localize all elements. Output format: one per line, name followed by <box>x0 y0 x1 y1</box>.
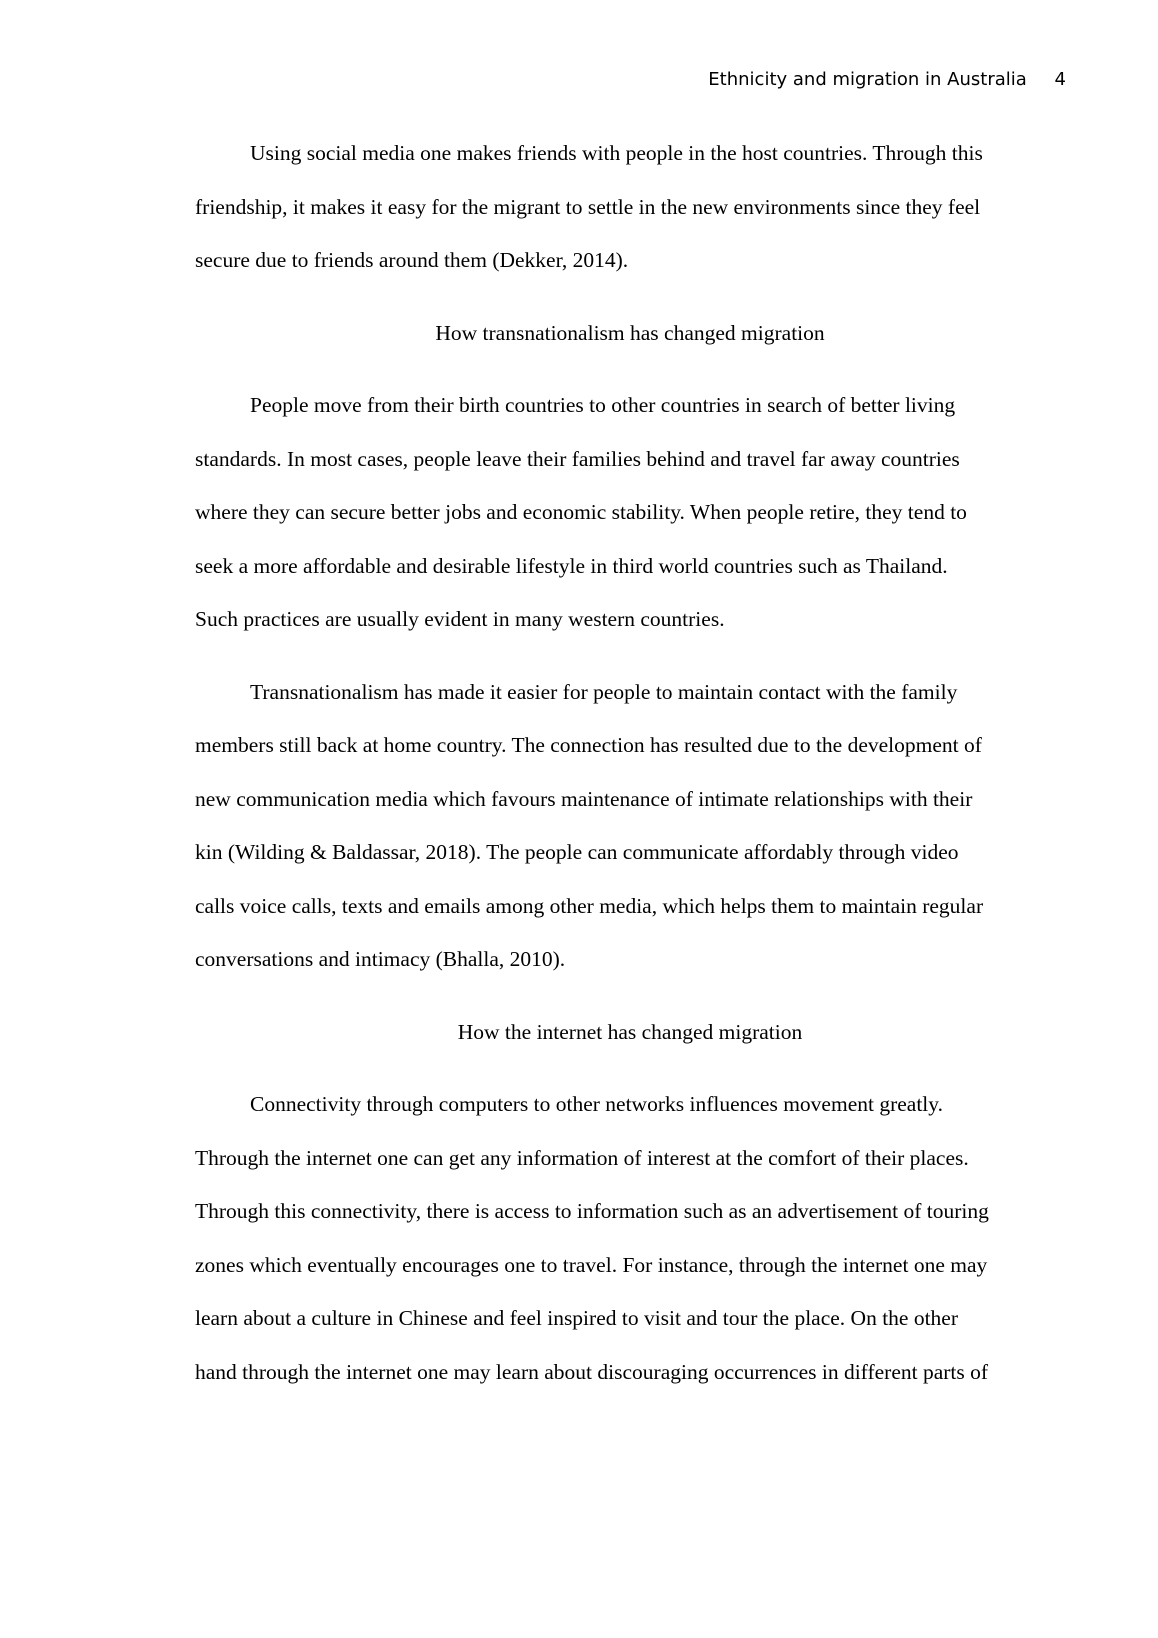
paragraph-connectivity <box>195 1078 1065 1399</box>
section-heading-internet: How the internet has changed migration <box>457 1019 803 1044</box>
paragraph-line: Using social media one makes friends with people in the host countries. Through this <box>250 141 983 165</box>
paragraph-line: Such practices are usually evident in many western countries. <box>195 607 725 631</box>
paragraph-line: members still back at home country. The connection has resulted due to the development of <box>195 733 982 757</box>
paragraph-line: Connectivity through computers to other networks influences movement greatly. <box>250 1092 944 1116</box>
paragraph-line: secure due to friends around them (Dekker, 2014). <box>195 248 629 272</box>
paragraph-line: hand through the internet one may learn about discouraging occurrences in different parts of <box>195 1359 989 1384</box>
paragraph-line: seek a more affordable and desirable lifestyle in third world countries such as Thailand. <box>195 553 948 578</box>
paragraph-social-media <box>195 127 1065 288</box>
section-heading-transnationalism: How transnationalism has changed migration <box>435 320 825 345</box>
paragraph-line: new communication media which favours maintenance of intimate relationships with their <box>195 786 973 811</box>
paragraph-line: learn about a culture in Chinese and feel inspired to visit and tour the place. On the other <box>195 1306 959 1330</box>
running-head-title: Ethnicity and migration in Australia <box>708 69 1027 90</box>
paragraph-line: kin (Wilding & Baldassar, 2018). The people can communicate affordably through video <box>195 840 959 864</box>
paragraph-line: Through this connectivity, there is access to information such as an advertisement of touring <box>195 1199 989 1223</box>
paragraph-line: friendship, it makes it easy for the migrant to settle in the new environments since they feel <box>195 194 981 219</box>
paragraph-line: Transnationalism has made it easier for people to maintain contact with the family <box>250 679 958 704</box>
paragraph-birth-countries <box>195 379 1065 647</box>
paragraph-line: People move from their birth countries to other countries in search of better living <box>250 393 956 417</box>
page-number: 4 <box>1054 69 1066 90</box>
paragraph-transnationalism-contact <box>195 666 1065 987</box>
paragraph-line: zones which eventually encourages one to travel. For instance, through the internet one may <box>195 1252 988 1277</box>
paragraph-line: calls voice calls, texts and emails among other media, which helps them to maintain regular <box>195 893 984 918</box>
paragraph-line: standards. In most cases, people leave their families behind and travel far away countries <box>195 446 960 471</box>
running-head <box>708 68 1066 92</box>
paragraph-line: Through the internet one can get any information of interest at the comfort of their places. <box>195 1145 969 1170</box>
paragraph-line: conversations and intimacy (Bhalla, 2010). <box>195 947 566 971</box>
document-body <box>195 127 1065 1418</box>
paragraph-line: where they can secure better jobs and economic stability. When people retire, they tend to <box>195 500 967 524</box>
